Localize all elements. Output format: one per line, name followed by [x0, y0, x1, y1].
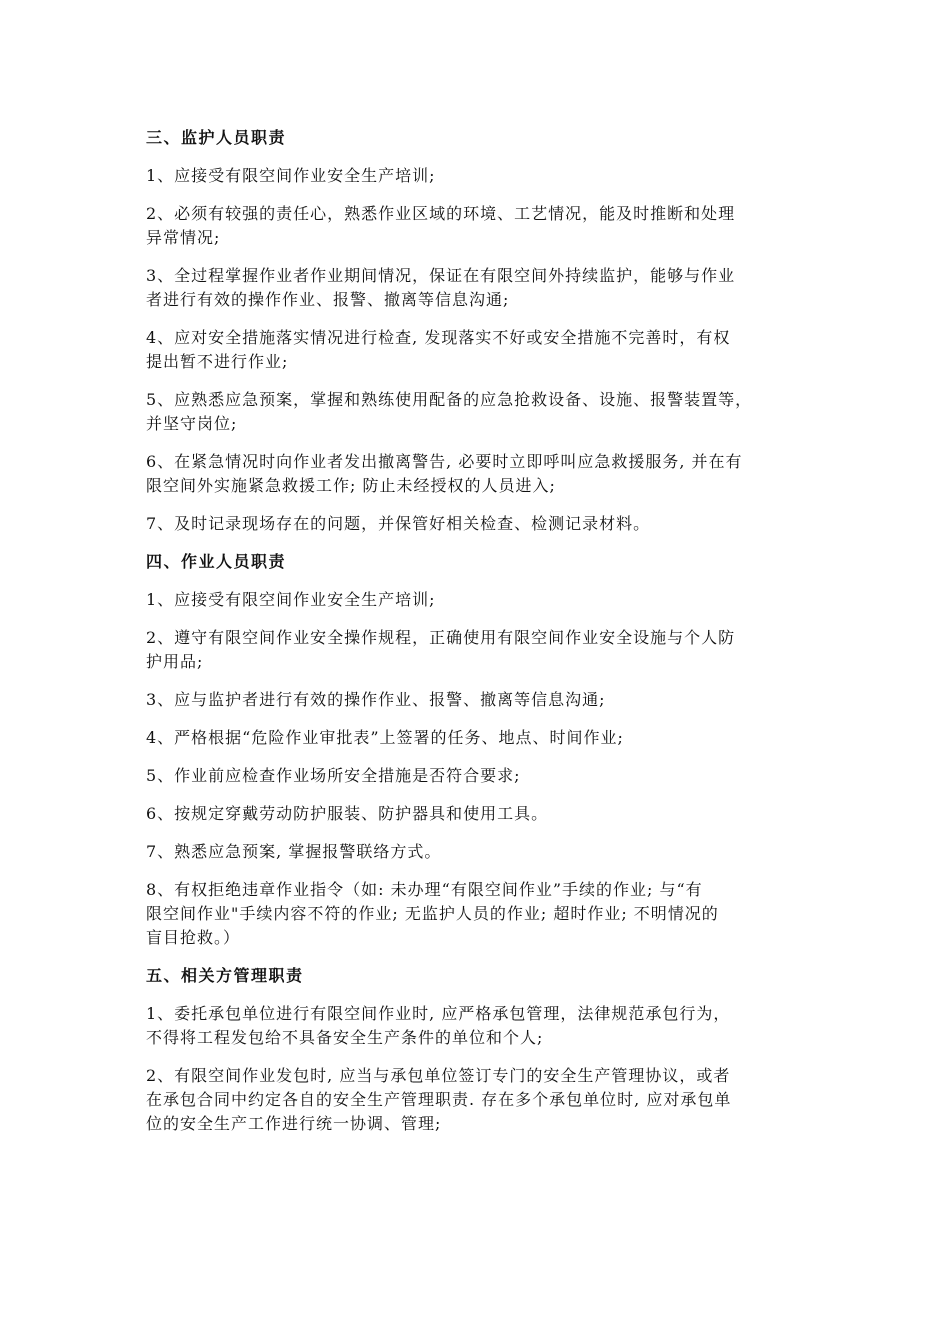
- text-line: 7、及时记录现场存在的问题，并保管好相关检查、检测记录材料。: [146, 514, 651, 533]
- text-line: 3、全过程掌握作业者作业期间情况，保证在有限空间外持续监护，能够与作业: [146, 266, 736, 285]
- list-item: [146, 202, 820, 250]
- list-item: [146, 326, 820, 374]
- text-line: 2、有限空间作业发包时, 应当与承包单位签订专门的安全生产管理协议，或者: [146, 1066, 731, 1085]
- text-line: 不得将工程发包给不具备安全生产条件的单位和个人;: [146, 1028, 544, 1047]
- list-item: [146, 1002, 820, 1050]
- text-line: 者进行有效的操作作业、报警、撤离等信息沟通;: [146, 290, 510, 309]
- text-line: 5、应熟悉应急预案，掌握和熟练使用配备的应急抢救设备、设施、报警装置等，: [146, 390, 753, 409]
- list-item: [146, 878, 820, 950]
- list-item: [146, 388, 820, 436]
- text-line: 5、作业前应检查作业场所安全措施是否符合要求;: [146, 766, 521, 785]
- text-line: 在承包合同中约定各自的安全生产管理职责. 存在多个承包单位时, 应对承包单: [146, 1090, 732, 1109]
- text-line: 限空间作业"手续内容不符的作业; 无监护人员的作业; 超时作业; 不明情况的: [146, 904, 719, 923]
- text-line: 4、应对安全措施落实情况进行检查, 发现落实不好或安全措施不完善时，有权: [146, 328, 731, 347]
- list-item: [146, 264, 820, 312]
- text-line: 并坚守岗位;: [146, 414, 238, 433]
- list-item: [146, 726, 820, 750]
- text-line: 8、有权拒绝违章作业指令（如: 未办理“有限空间作业”手续的作业; 与“有: [146, 880, 703, 899]
- section-heading: 四、作业人员职责: [146, 552, 287, 571]
- text-line: 1、应接受有限空间作业安全生产培训;: [146, 166, 436, 185]
- text-line: 4、严格根据“危险作业审批表”上签署的任务、地点、时间作业;: [146, 728, 624, 747]
- text-line: 1、委托承包单位进行有限空间作业时, 应严格承包管理，法律规范承包行为，: [146, 1004, 731, 1023]
- list-item: [146, 1064, 820, 1136]
- text-line: 提出暂不进行作业;: [146, 352, 289, 371]
- text-line: 3、应与监护者进行有效的操作作业、报警、撤离等信息沟通;: [146, 690, 606, 709]
- list-item: [146, 588, 820, 612]
- list-item: [146, 450, 820, 498]
- text-line: 2、遵守有限空间作业安全操作规程，正确使用有限空间作业安全设施与个人防: [146, 628, 736, 647]
- section-heading: 三、监护人员职责: [146, 128, 287, 147]
- text-line: 6、在紧急情况时向作业者发出撤离警告, 必要时立即呼叫应急救援服务, 并在有: [146, 452, 743, 471]
- text-line: 2、必须有较强的责任心，熟悉作业区域的环境、工艺情况，能及时推断和处理: [146, 204, 736, 223]
- list-item: [146, 840, 820, 864]
- list-item: [146, 626, 820, 674]
- text-line: 6、按规定穿戴劳动防护服装、防护器具和使用工具。: [146, 804, 549, 823]
- text-line: 盲目抢救。）: [146, 928, 241, 947]
- list-item: [146, 688, 820, 712]
- text-line: 异常情况;: [146, 228, 221, 247]
- text-line: 限空间外实施紧急救援工作; 防止未经授权的人员进入;: [146, 476, 556, 495]
- section-heading: 五、相关方管理职责: [146, 966, 304, 985]
- text-line: 7、熟悉应急预案, 掌握报警联络方式。: [146, 842, 442, 861]
- list-item: [146, 512, 820, 536]
- list-item: [146, 764, 820, 788]
- list-item: [146, 802, 820, 826]
- text-line: 护用品;: [146, 652, 204, 671]
- text-line: 1、应接受有限空间作业安全生产培训;: [146, 590, 436, 609]
- text-line: 位的安全生产工作进行统一协调、管理;: [146, 1114, 442, 1133]
- list-item: [146, 164, 820, 188]
